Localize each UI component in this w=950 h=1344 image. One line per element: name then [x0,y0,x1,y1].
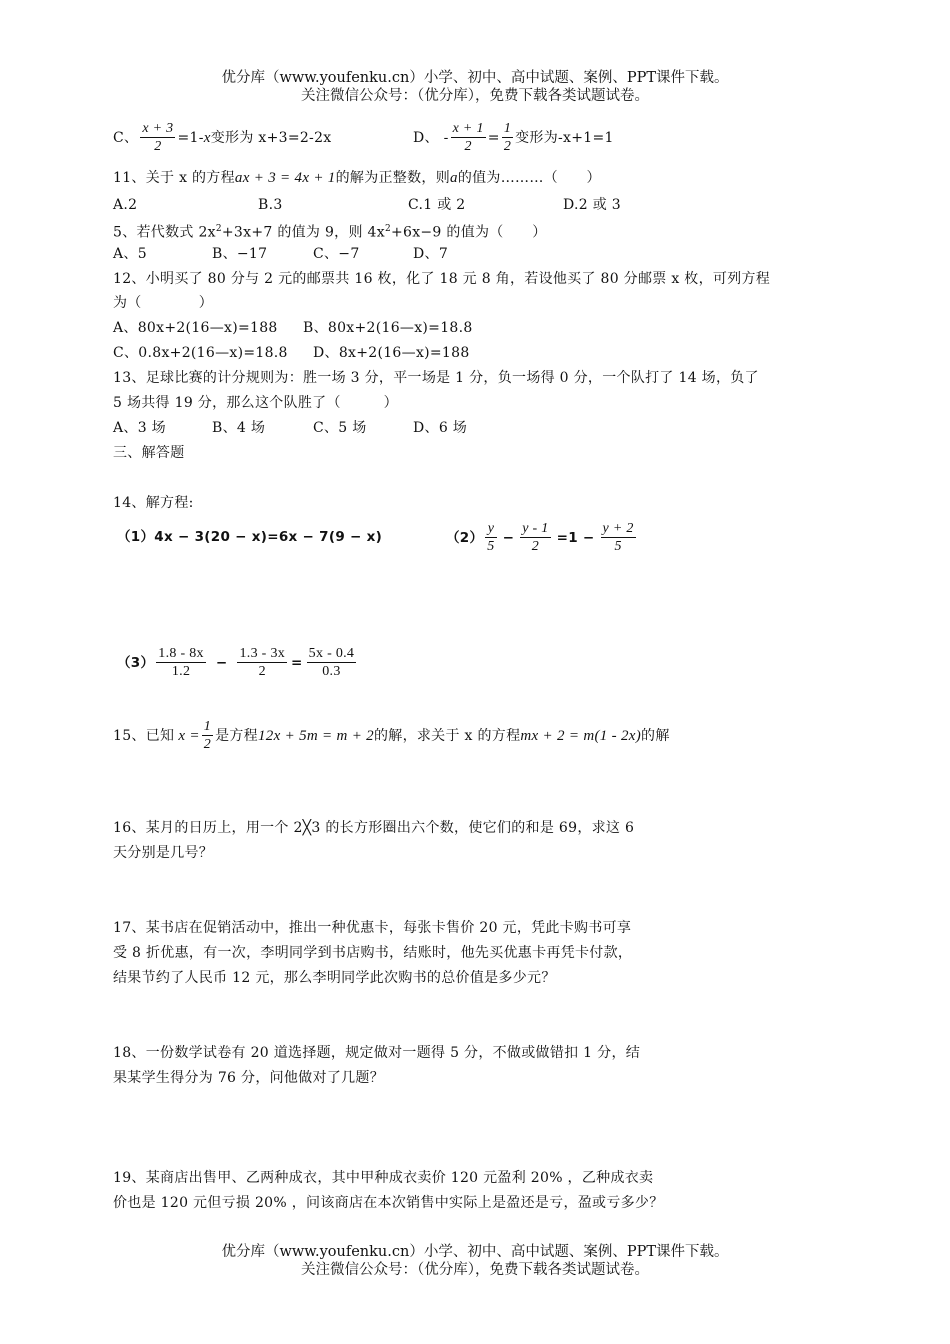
footer-line-2: 关注微信公众号：（优分库），免费下载各类试题试卷。 [301,1262,649,1278]
q13-option-d: D、6 场 [413,420,468,436]
q10-option-c: C、 $\frac{x + 3}{2}$ =1- x 变形为 x+3=2-2x [113,121,332,154]
q14-part-1: （1）4x − 3(20 − x)=6x − 7(9 − x) [117,529,383,545]
q11-stem: 11、关于 x 的方程ax + 3 = 4x + 1的解为正整数，则a的值为………（ ） [113,170,601,186]
fraction: $\frac{x + 1}{2}$ [452,121,484,154]
q15-stem: 15、已知 x = $\frac{1}{2}$ 是方程 12x + 5m = m + 2 的解，求关于 x 的方程 mx + 2 = m(1 - 2x) 的解 [113,719,670,752]
q16-line-1: 16、某月的日历上，用一个 2╳3 的长方形圈出六个数，使它们的和是 69，求这 6 [113,820,635,836]
q12-line-1: 12、小明买了 80 分与 2 元的邮票共 16 枚，化了 18 元 8 角，若设他买了 80 分邮票 x 枚，可列方程 [113,271,771,287]
q12-line-2: 为（ ） [113,295,214,311]
q5-option-c: C、−7 [313,246,360,262]
q13-line-2: 5 场共得 19 分，那么这个队胜了（ ） [113,395,398,411]
q5-stem: 5、若代数式 $2x^2+3x+7$ 的值为 9，则 $4x^2+6x-9$ 的值为（ ） [113,224,547,241]
fraction: $\frac{y + 2}{5}$ [602,521,634,554]
q17-line-3: 结果节约了人民币 12 元，那么李明同学此次购书的总价值是多少元？ [113,970,556,986]
section-title: 三、解答题 [113,445,185,461]
q12-option-d: D、8x+2(16—x)=188 [313,345,470,361]
q17-line-1: 17、某书店在促销活动中，推出一种优惠卡，每张卡售价 20 元，凭此卡购书可享 [113,920,632,936]
q5-option-b: B、−17 [212,246,268,262]
q11-option-c: C.1 或 2 [408,197,466,213]
fraction: $\frac{1.3 - 3x}{2}$ [239,646,286,679]
fraction: $\frac{1}{2}$ [203,719,212,752]
q12-option-c: C、0.8x+2(16—x)=18.8 [113,345,288,361]
fraction: $\frac{1}{2}$ [503,121,512,154]
q11-option-b: B.3 [258,197,283,213]
q11-option-d: D.2 或 3 [563,197,621,213]
q10-option-d: D、 - $\frac{x + 1}{2}$ = $\frac{1}{2}$ 变形为-x+1=1 [413,121,614,154]
q17-line-2: 受 8 折优惠，有一次，李明同学到书店购书，结账时，他先买优惠卡再凭卡付款， [113,945,633,961]
q12-option-b: B、80x+2(16—x)=18.8 [303,320,473,336]
q5-option-d: D、7 [413,246,449,262]
q19-line-1: 19、某商店出售甲、乙两种成衣，其中甲种成衣卖价 120 元盈利 20% ，乙种成衣卖 [113,1170,654,1186]
q18-line-1: 18、一份数学试卷有 20 道选择题，规定做对一题得 5 分，不做或做错扣 1 分，结 [113,1045,641,1061]
q16-line-2: 天分别是几号？ [113,845,214,861]
q19-line-2: 价也是 120 元但亏损 20% ，问该商店在本次销售中实际上是盈还是亏，盈或亏多少？ [113,1195,664,1211]
q13-option-c: C、5 场 [313,420,367,436]
q14-part-2: （2） $\frac{y}{5}$ − $\frac{y - 1}{2}$ =1 − $\frac{y + 2}{5}$ [446,521,634,554]
fraction: $\frac{y}{5}$ [487,521,495,554]
footer-line-1: 优分库（www.youfenku.cn）小学、初中、高中试题、案例、PPT课件下载。 [221,1244,729,1260]
q13-line-1: 13、足球比赛的计分规则为：胜一场 3 分，平一场是 1 分，负一场得 0 分，一个队打了 14 场，负了 [113,370,759,386]
header-line-2: 关注微信公众号：（优分库），免费下载各类试题试卷。 [301,88,649,104]
q5-option-a: A、5 [113,246,147,262]
q12-option-a: A、80x+2(16—x)=188 [113,320,278,336]
q14-title: 14、解方程: [113,495,194,511]
q14-part-3: （3） $\frac{1.8 - 8x}{1.2}$ − $\frac{1.3 - 3x}{2}$ = $\frac{5x - 0.4}{0.3}$ [117,646,355,679]
q18-line-2: 果某学生得分为 76 分，问他做对了几题？ [113,1070,385,1086]
q11-option-a: A.2 [113,197,138,213]
q13-option-b: B、4 场 [212,420,266,436]
fraction: $\frac{1.8 - 8x}{1.2}$ [158,646,204,679]
q13-option-a: A、3 场 [113,420,166,436]
fraction: $\frac{5x - 0.4}{0.3}$ [308,646,355,679]
fraction: $\frac{x + 3}{2}$ [142,121,174,154]
fraction: $\frac{y - 1}{2}$ [522,521,549,554]
header-line-1: 优分库（www.youfenku.cn）小学、初中、高中试题、案例、PPT课件下载。 [221,70,729,86]
